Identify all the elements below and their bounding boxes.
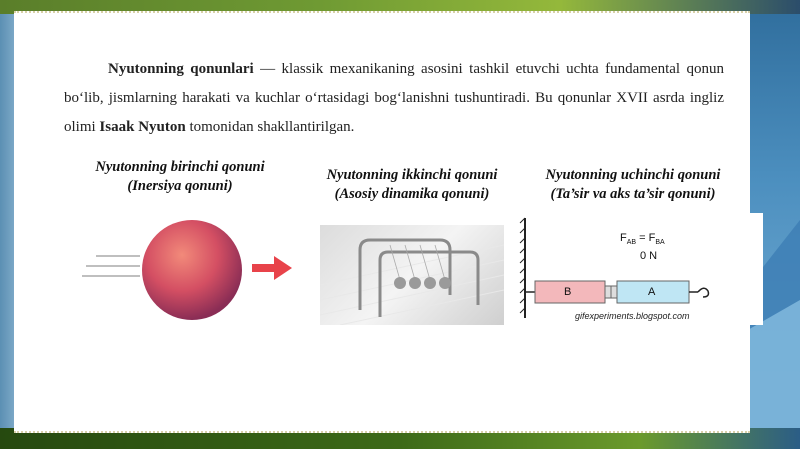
right-arrow-icon [252, 256, 292, 280]
inertia-ball-illustration [78, 212, 308, 322]
first-law-subtitle: (Inersiya qonuni) [127, 178, 233, 194]
intro-scientist: Isaak Nyuton [99, 119, 186, 135]
third-law-title: Nyutonning uchinchi qonuni [545, 167, 721, 183]
third-law-subtitle: (Ta’sir va aks ta’sir qonuni) [550, 186, 716, 202]
newtons-cradle-illustration [320, 225, 504, 325]
hook-icon [698, 288, 708, 297]
first-law-caption [70, 158, 290, 196]
first-law-title: Nyutonning birinchi qonuni [95, 159, 265, 175]
second-law-title: Nyutonning ikkinchi qonuni [326, 167, 498, 183]
block-a-label: A [648, 286, 656, 298]
intro-paragraph [64, 55, 724, 142]
third-law-caption [528, 166, 738, 204]
intro-text-1: — klassik mexanikaning asosini tashkil etuvchi uchta fundamental qonun bo‘lib, jismlarning harakati va kuchlar o‘rtasidagi bog‘lanishni tushuntiradi. Bu qonunlar XVII asrda ingliz olimi [64, 61, 724, 135]
intro-term: Nyutonning qonunlari [108, 61, 254, 77]
action-reaction-illustration [518, 213, 763, 325]
intro-text-2: tomonidan shakllantirilgan. [185, 119, 355, 135]
scale-reading: 0 N [640, 250, 658, 262]
second-law-subtitle: (Asosiy dinamika qonuni) [334, 186, 490, 202]
image-credit: gifexperiments.blogspot.com [575, 311, 690, 321]
block-b-label: B [564, 286, 572, 298]
force-formula: $F_{AB} = F_{BA}$ [620, 232, 665, 247]
second-law-caption [306, 166, 518, 204]
ball-shape [142, 220, 242, 320]
